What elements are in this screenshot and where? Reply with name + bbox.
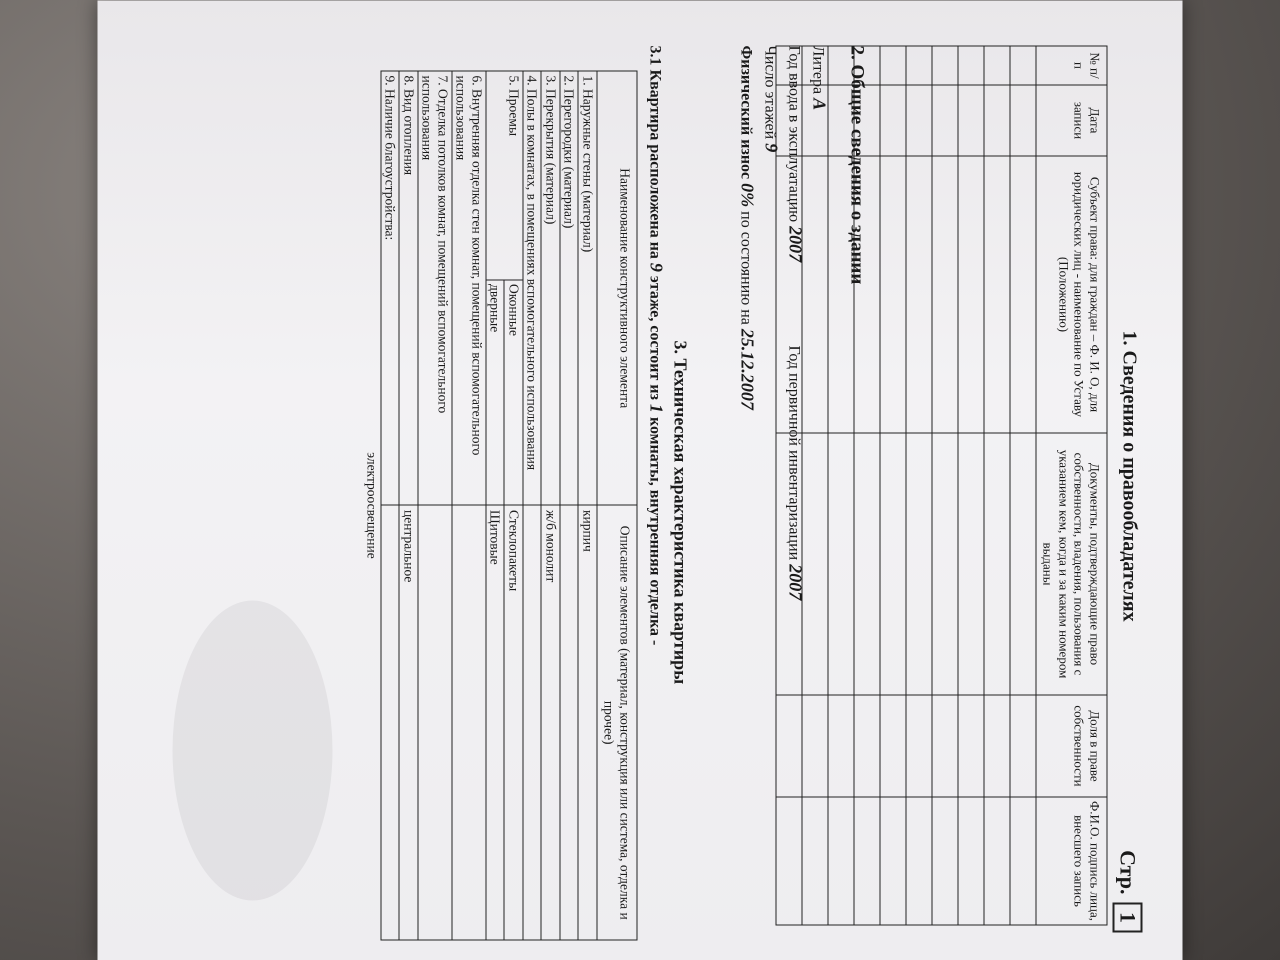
floors-value: 9 (761, 143, 782, 153)
owners-table-cell (906, 695, 932, 797)
cons-row-name: 2. Перегородки (материал) (560, 71, 579, 505)
cons-row-name: 1. Наружные стены (материал) (578, 71, 597, 505)
owners-table-cell (880, 695, 906, 797)
owners-table-row (984, 46, 1010, 925)
cons-row-name: 8. Вид отопления (399, 71, 418, 505)
cons-table-row (523, 71, 542, 940)
cons-row-value: Стеклопакеты (504, 505, 523, 940)
owners-table-cell (932, 797, 958, 925)
owners-table-cell (906, 156, 932, 433)
owners-table-cell (1010, 156, 1036, 433)
apt-prefix: 3.1 Квартира расположена на (646, 45, 664, 259)
cons-table-row (363, 71, 381, 940)
owners-table-cell (958, 85, 984, 156)
inventory-value: 2007 (785, 564, 806, 601)
col-share: Доля в праве собственности (1036, 695, 1107, 797)
cons-table-row (578, 71, 597, 940)
cons-row-name: 7. Отделка потолков комнат, помещений вспомогательного использования (418, 71, 452, 505)
owners-table-cell (880, 85, 906, 156)
owners-table-cell (906, 433, 932, 695)
owners-table-cell (984, 695, 1010, 797)
owners-table-cell (932, 156, 958, 433)
wear-line (737, 46, 758, 410)
page-number-block (1113, 850, 1143, 932)
owners-table-header (1036, 46, 1107, 925)
cons-row-value: кирпич (578, 505, 597, 940)
apt-floor: 9 (646, 262, 667, 272)
cons-row-value (381, 505, 400, 940)
cons-table-row (560, 71, 579, 940)
cons-row-value: Щитовые (486, 505, 505, 940)
owners-table-body (776, 46, 1036, 925)
cons-header-name: Наименование конструктивного элемента (597, 71, 637, 505)
owners-table-cell (984, 85, 1010, 156)
owners-table-row (958, 46, 984, 925)
owners-table-cell (932, 85, 958, 156)
owners-table-cell (828, 433, 854, 695)
year-value: 2007 (785, 226, 806, 263)
cons-table-row (418, 71, 452, 940)
inventory-label: Год первичной инвентаризации (785, 345, 803, 561)
cons-table-row (504, 71, 523, 940)
owners-table-cell (932, 695, 958, 797)
cons-header-desc: Описание элементов (материал, конструкция или система, отделка и прочее) (597, 505, 637, 940)
cons-table-header (597, 71, 637, 940)
col-documents: Документы, подтверждающие право собственности, владения, пользования с указанием кем, когда и за каким номером выданы (1036, 433, 1107, 695)
owners-table-cell (984, 797, 1010, 925)
year-label: Год ввода в эксплуатацию (785, 45, 803, 223)
owners-table-cell (1010, 433, 1036, 695)
owners-table-cell (880, 46, 906, 85)
owners-table-row (1010, 46, 1036, 925)
owners-table (775, 46, 1107, 926)
litera-line (809, 46, 830, 111)
wear-date-label: по состоянию на (737, 211, 755, 325)
owners-table-cell (854, 797, 880, 925)
apartment-line (646, 46, 667, 646)
cons-table-row (452, 71, 486, 940)
owners-table-cell (802, 433, 828, 695)
cons-table-row (399, 71, 418, 940)
owners-table-cell (880, 156, 906, 433)
owners-table-cell (984, 433, 1010, 695)
owners-table-cell (932, 433, 958, 695)
owners-table-cell (776, 797, 802, 925)
owners-table-cell (880, 433, 906, 695)
owners-table-cell (1010, 85, 1036, 156)
owners-table-cell (1010, 695, 1036, 797)
owners-table-cell (984, 156, 1010, 433)
col-signature: Ф.И.О. подпись лица, внесшего запись (1036, 797, 1107, 925)
apt-mid: этаже, состоит из (646, 275, 664, 400)
owners-table-cell (802, 797, 828, 925)
owners-table-cell (880, 797, 906, 925)
owners-table-cell (802, 156, 828, 433)
year-line (785, 46, 806, 263)
owners-table-cell (984, 46, 1010, 85)
litera-value: А (809, 98, 830, 111)
wear-value: 0% (737, 183, 758, 208)
owners-table-cell (776, 695, 802, 797)
cons-row-name: 9. Наличие благоустройства: (381, 71, 400, 505)
owners-table-cell (906, 797, 932, 925)
cons-row-value (523, 505, 542, 940)
cons-row-name: 4. Полы в комнатах, в помещениях вспомогательного использования (523, 71, 542, 505)
owners-table-cell (958, 156, 984, 433)
apt-suffix: комнаты, внутренняя отделка - (646, 416, 664, 646)
floors-line (761, 46, 782, 153)
constructive-elements-table (363, 71, 638, 941)
apt-rooms: 1 (646, 403, 667, 413)
cons-row-name: 5. Проемы (486, 71, 523, 280)
document-page (98, 1, 1183, 960)
page-number: 1 (1113, 903, 1143, 933)
cons-row-subname: дверные (486, 280, 505, 506)
cons-row-value (560, 505, 579, 940)
cons-table-row (381, 71, 400, 940)
litera-label: Литера (809, 45, 827, 95)
cons-row-value: электроосвещение (364, 452, 380, 559)
owners-table-cell (958, 695, 984, 797)
wear-date-value: 25.12.2007 (737, 328, 758, 410)
cons-row-value: ж/б монолит (541, 505, 560, 940)
col-subject: Субъект права: для граждан – Ф. И. О, для юридических лиц - наименование по Уставу (Положению) (1036, 156, 1107, 433)
owners-table-cell (828, 695, 854, 797)
owners-table-cell (906, 46, 932, 85)
owners-table-cell (828, 797, 854, 925)
page-label: Стр. (1115, 850, 1141, 895)
cons-table-body (363, 71, 597, 940)
owners-table-cell (932, 46, 958, 85)
owners-table-cell (958, 797, 984, 925)
owners-table-cell (958, 46, 984, 85)
inventory-line (785, 346, 806, 601)
cons-row-value (418, 505, 452, 940)
section2-title: 2. Общие сведения о здании (846, 45, 868, 285)
floors-label: Число этажей (761, 45, 779, 140)
owners-table-cell (854, 695, 880, 797)
cons-row-name: 3. Перекрытия (материал) (541, 71, 560, 505)
cons-table-row (541, 71, 560, 940)
wear-label: Физический износ (737, 45, 755, 180)
cons-row-subname: Оконные (504, 280, 523, 506)
owners-table-cell (906, 85, 932, 156)
owners-table-row (880, 46, 906, 925)
owners-table-cell (1010, 46, 1036, 85)
owners-table-row (932, 46, 958, 925)
section1-title: 1. Сведения о правообладателях (1118, 330, 1141, 622)
owners-table-cell (854, 433, 880, 695)
owners-table-cell (802, 695, 828, 797)
col-date: Дата записи (1036, 85, 1107, 156)
col-number: № п/п (1036, 46, 1107, 85)
section3-title: 3. Техническая характеристика квартиры (670, 340, 691, 685)
owners-table-cell (1010, 797, 1036, 925)
owners-table-row (906, 46, 932, 925)
cons-row-name: 6. Внутренняя отделка стен комнат, помещений вспомогательного использования (452, 71, 486, 505)
owners-table-row (802, 46, 828, 925)
owners-table-cell (958, 433, 984, 695)
cons-row-value (452, 505, 486, 940)
cons-row-value: центральное (399, 505, 418, 940)
